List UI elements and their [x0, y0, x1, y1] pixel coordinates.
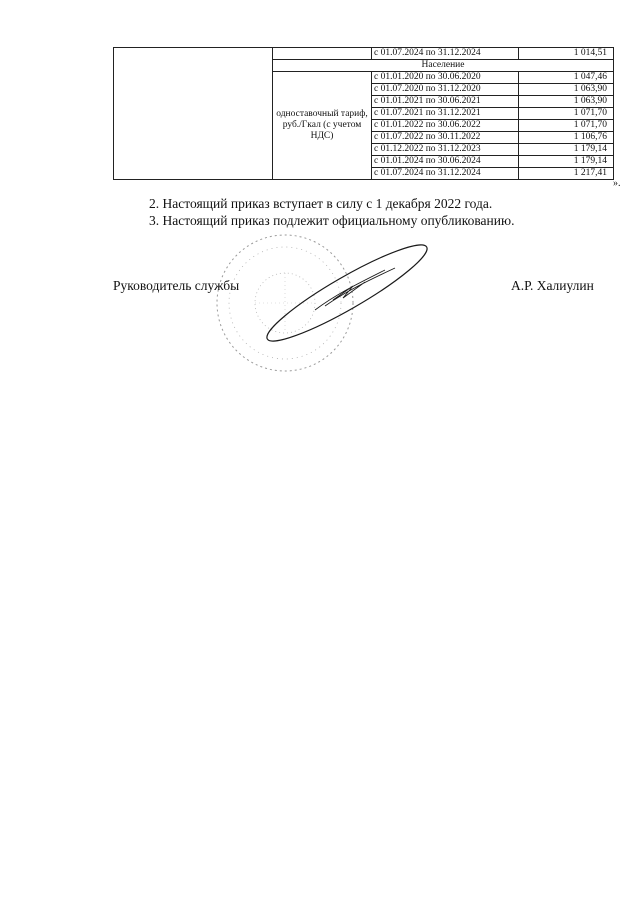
period-cell: с 01.01.2022 по 30.06.2022 [372, 120, 519, 132]
section-header: Население [273, 60, 614, 72]
table-row [114, 48, 614, 60]
signer-name: А.Р. Халиулин [511, 278, 594, 293]
value-cell: 1 047,46 [519, 72, 614, 84]
value-cell: 1 063,90 [519, 84, 614, 96]
paragraph-effective-date: 2. Настоящий приказ вступает в силу с 1 декабря 2022 года. [149, 196, 493, 211]
blank-cell [114, 48, 273, 180]
value-cell: 1 179,14 [519, 144, 614, 156]
period-cell: с 01.07.2022 по 30.11.2022 [372, 132, 519, 144]
value-cell: 1 063,90 [519, 96, 614, 108]
tariff-type-cell: одноставочный тариф, руб./Гкал (с учетом НДС) [273, 72, 372, 180]
value-cell: 1 071,70 [519, 120, 614, 132]
value-cell: 1 179,14 [519, 156, 614, 168]
empty-type-cell [273, 48, 372, 60]
period-cell: с 01.12.2022 по 31.12.2023 [372, 144, 519, 156]
value-cell: 1 217,41 [519, 168, 614, 180]
value-cell: 1 106,76 [519, 132, 614, 144]
value-cell: 1 071,70 [519, 108, 614, 120]
period-cell: с 01.01.2021 по 30.06.2021 [372, 96, 519, 108]
period-cell: с 01.01.2024 по 30.06.2024 [372, 156, 519, 168]
period-cell: с 01.07.2021 по 31.12.2021 [372, 108, 519, 120]
period-cell: с 01.07.2024 по 31.12.2024 [372, 168, 519, 180]
handwritten-signature-icon [255, 240, 435, 350]
period-cell: с 01.07.2024 по 31.12.2024 [372, 48, 519, 60]
paragraph-publication: 3. Настоящий приказ подлежит официальному опубликованию. [149, 213, 515, 228]
period-cell: с 01.07.2020 по 31.12.2020 [372, 84, 519, 96]
signer-title: Руководитель службы [113, 278, 240, 293]
value-cell: 1 014,51 [519, 48, 614, 60]
closing-quote: ». [613, 178, 621, 189]
tariff-table [113, 47, 614, 180]
period-cell: с 01.01.2020 по 30.06.2020 [372, 72, 519, 84]
